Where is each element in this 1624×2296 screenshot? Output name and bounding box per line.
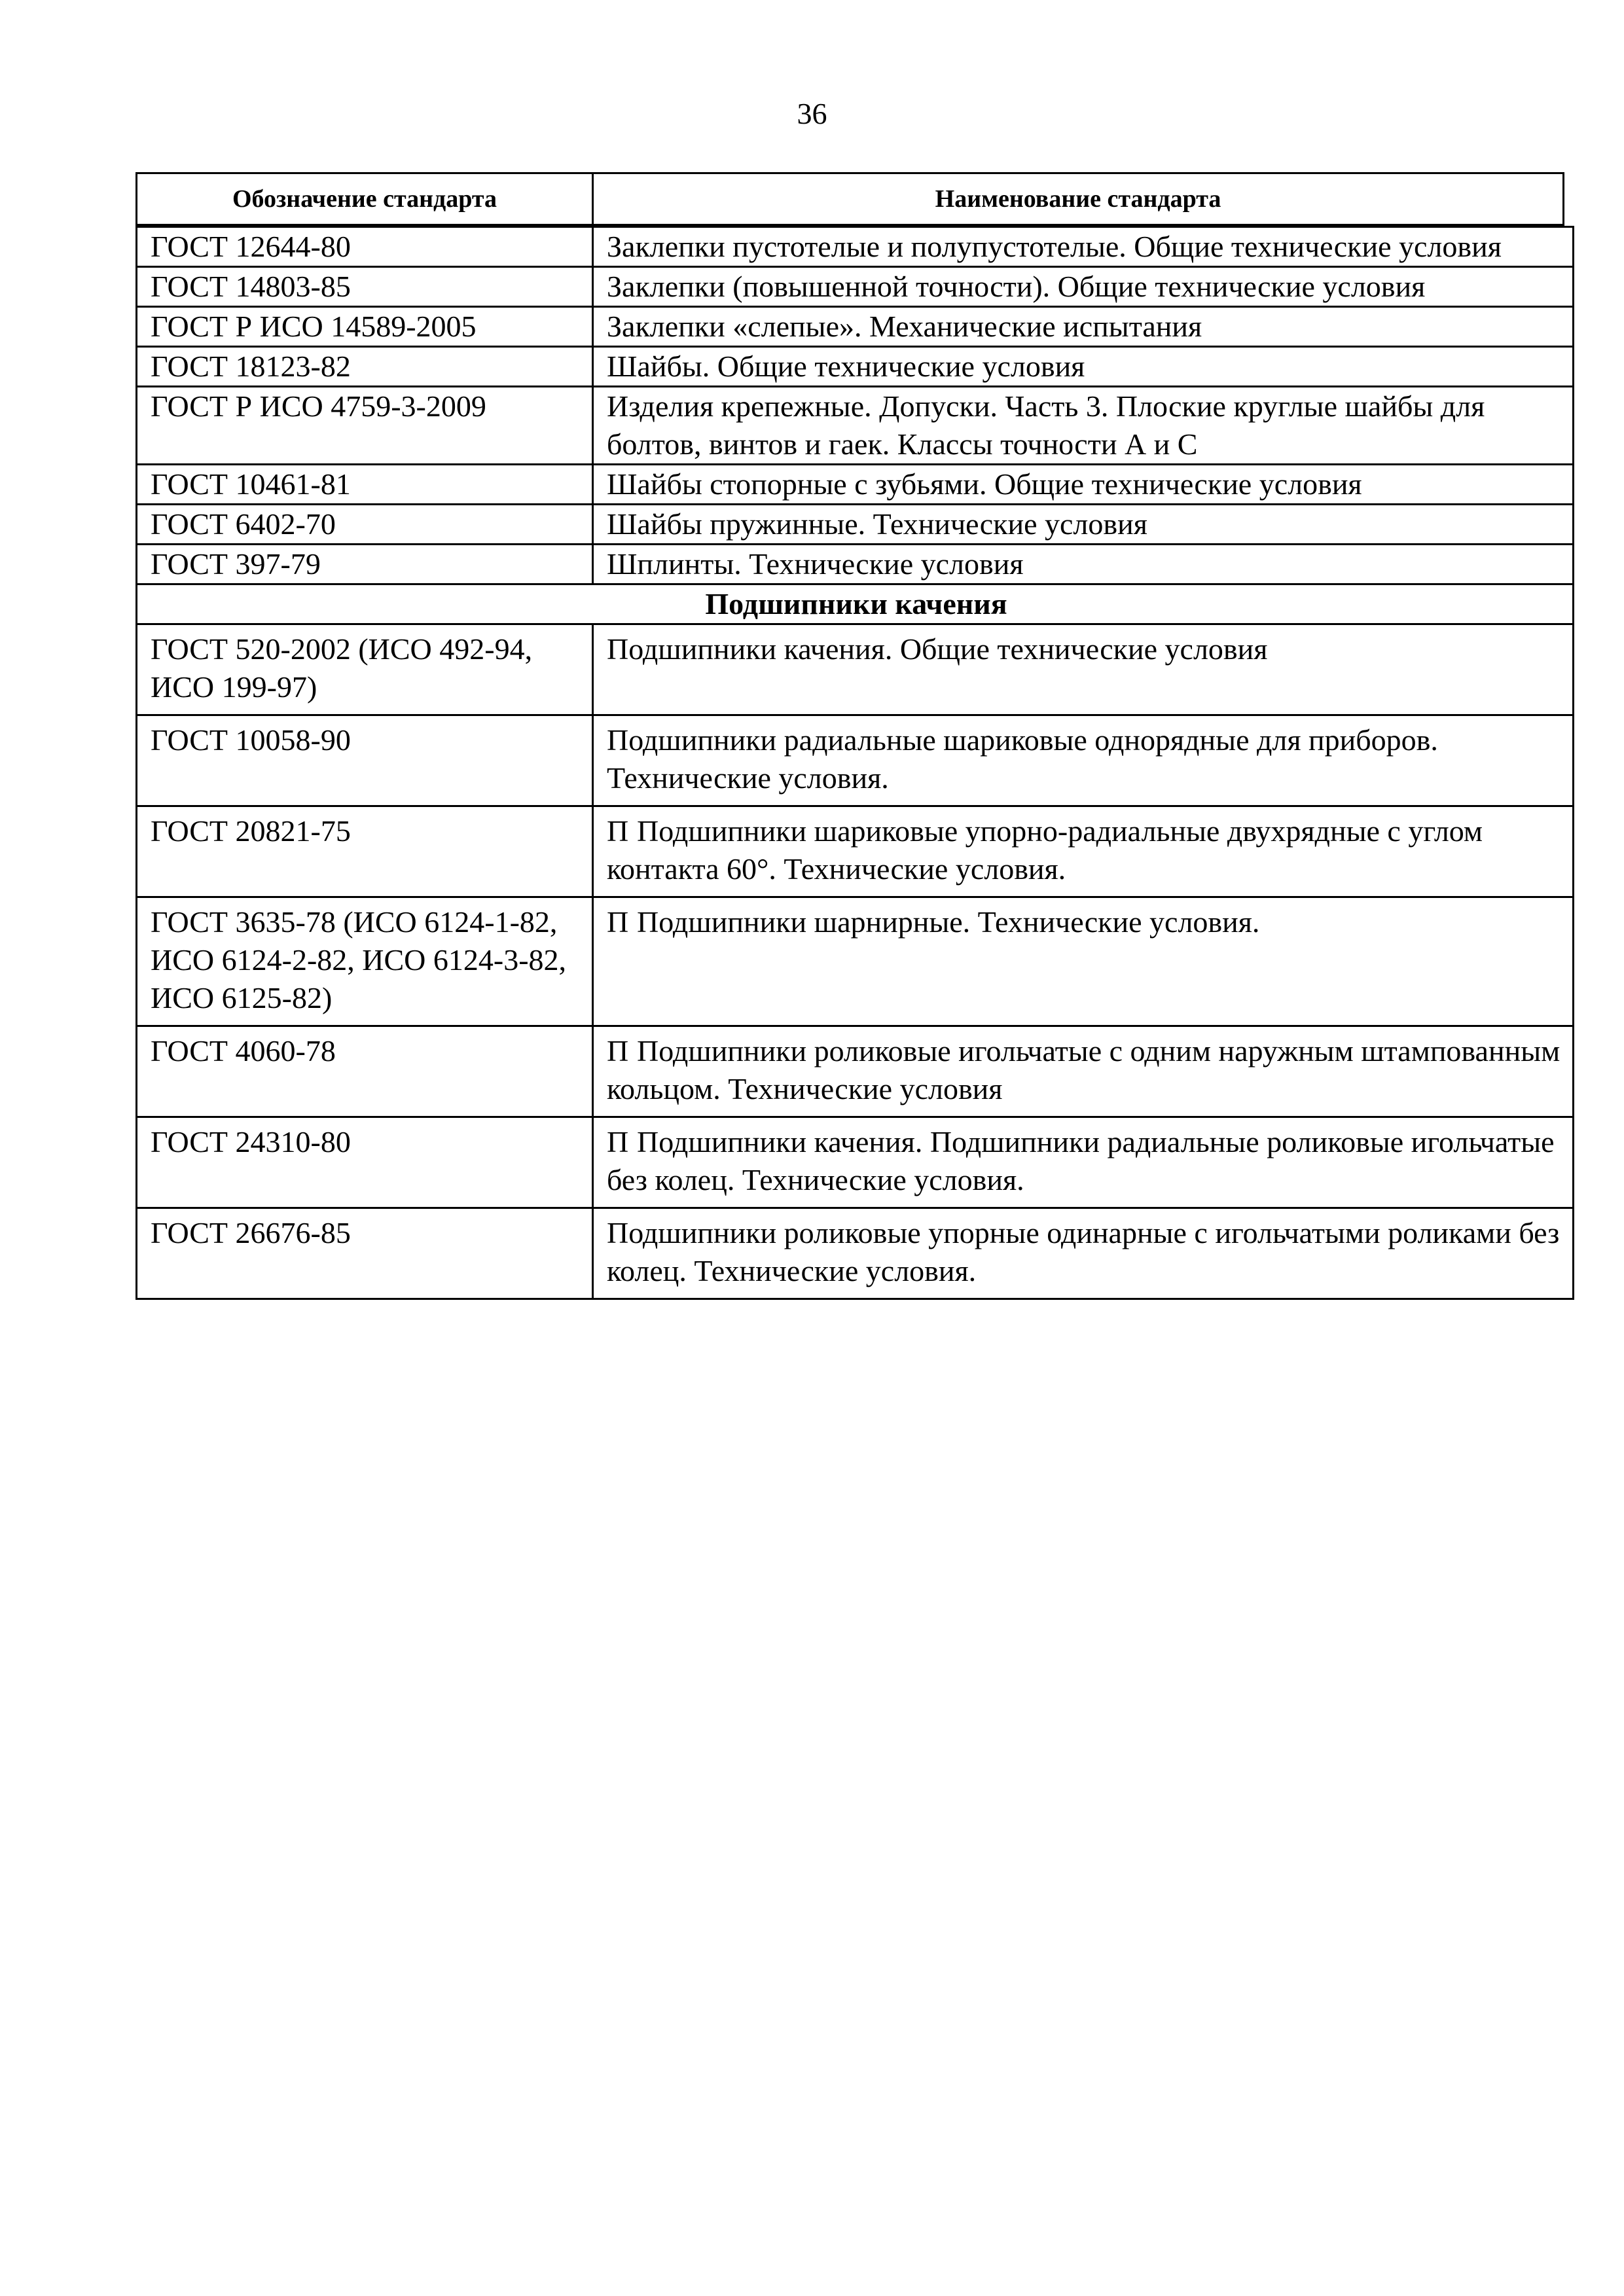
table-row <box>137 806 1574 897</box>
table-row <box>137 624 1574 715</box>
page-number: 36 <box>797 97 827 130</box>
standard-code: ГОСТ Р ИСО 14589-2005 <box>137 307 593 347</box>
standard-name-cell <box>593 1026 1574 1117</box>
section-row <box>137 584 1574 624</box>
standard-name: Подшипники качения. Подшипники радиальные роликовые игольчатые без колец. Технические условия. <box>607 1125 1555 1196</box>
standard-name-cell <box>593 624 1574 715</box>
standard-code: ГОСТ Р ИСО 4759-3-2009 <box>137 387 593 465</box>
standard-name: Заклепки «слепые». Механические испытания <box>593 307 1574 347</box>
mark-label: П <box>607 814 629 848</box>
standard-name-cell <box>593 715 1574 806</box>
standard-name: Заклепки (повышенной точности). Общие технические условия <box>593 267 1574 307</box>
standard-name: Подшипники роликовые игольчатые с одним наружным штампованным кольцом. Технические условия <box>607 1034 1561 1105</box>
mark-label: П <box>607 905 629 939</box>
mark-label: П <box>607 1125 629 1158</box>
standard-name: Подшипники шариковые упорно-радиальные двухрядные с углом контакта 60°. Технические условия. <box>607 814 1483 886</box>
standard-code: ГОСТ 26676-85 <box>137 1208 593 1299</box>
table-row <box>137 545 1574 584</box>
standard-code: ГОСТ 10461-81 <box>137 465 593 505</box>
table-row <box>137 1026 1574 1117</box>
standard-name: Шплинты. Технические условия <box>593 545 1574 584</box>
standard-name-cell <box>593 897 1574 1026</box>
table-row <box>137 227 1574 267</box>
table-row <box>137 267 1574 307</box>
table-row <box>137 897 1574 1026</box>
table-row <box>137 1117 1574 1208</box>
standard-name: Шайбы пружинные. Технические условия <box>593 505 1574 545</box>
standard-name: Шайбы стопорные с зубьями. Общие технические условия <box>593 465 1574 505</box>
standard-code: ГОСТ 20821-75 <box>137 806 593 897</box>
table-row <box>137 465 1574 505</box>
header-name-column: Наименование стандарта <box>593 173 1564 225</box>
standard-name-cell <box>593 1117 1574 1208</box>
standard-name: Заклепки пустотелые и полупустотелые. Общие технические условия <box>593 227 1574 267</box>
standard-code: ГОСТ 14803-85 <box>137 267 593 307</box>
standard-code: ГОСТ 12644-80 <box>137 227 593 267</box>
table-row <box>137 347 1574 387</box>
standard-code: ГОСТ 3635-78 (ИСО 6124-1-82, ИСО 6124-2-82, ИСО 6124-3-82, ИСО 6125-82) <box>137 897 593 1026</box>
standard-name: Подшипники роликовые упорные одинарные с игольчатыми роликами без колец. Технические условия. <box>607 1216 1560 1287</box>
table-row <box>137 387 1574 465</box>
table-row <box>137 505 1574 545</box>
table-row <box>137 1208 1574 1299</box>
standard-name: Подшипники качения. Общие технические условия <box>607 632 1268 666</box>
table-header-row <box>137 173 1564 225</box>
standard-code: ГОСТ 24310-80 <box>137 1117 593 1208</box>
table-row <box>137 307 1574 347</box>
standard-name: Шайбы. Общие технические условия <box>593 347 1574 387</box>
standard-code: ГОСТ 10058-90 <box>137 715 593 806</box>
standard-code: ГОСТ 6402-70 <box>137 505 593 545</box>
table-header <box>135 172 1564 226</box>
table-row <box>137 715 1574 806</box>
standard-code: ГОСТ 397-79 <box>137 545 593 584</box>
standard-code: ГОСТ 520-2002 (ИСО 492-94, ИСО 199-97) <box>137 624 593 715</box>
standard-name-cell <box>593 806 1574 897</box>
standards-table <box>135 226 1574 1300</box>
section-title: Подшипники качения <box>137 584 1574 624</box>
standard-name: Подшипники радиальные шариковые однорядные для приборов. Технические условия. <box>607 723 1438 795</box>
standard-name: Изделия крепежные. Допуски. Часть 3. Плоские круглые шайбы для болтов, винтов и гаек. Классы точности А и С <box>593 387 1574 465</box>
standard-name: Подшипники шарнирные. Технические условия. <box>637 905 1260 939</box>
standard-code: ГОСТ 4060-78 <box>137 1026 593 1117</box>
header-code-column: Обозначение стандарта <box>137 173 593 225</box>
mark-label: П <box>607 1034 629 1067</box>
standard-code: ГОСТ 18123-82 <box>137 347 593 387</box>
standard-name-cell <box>593 1208 1574 1299</box>
